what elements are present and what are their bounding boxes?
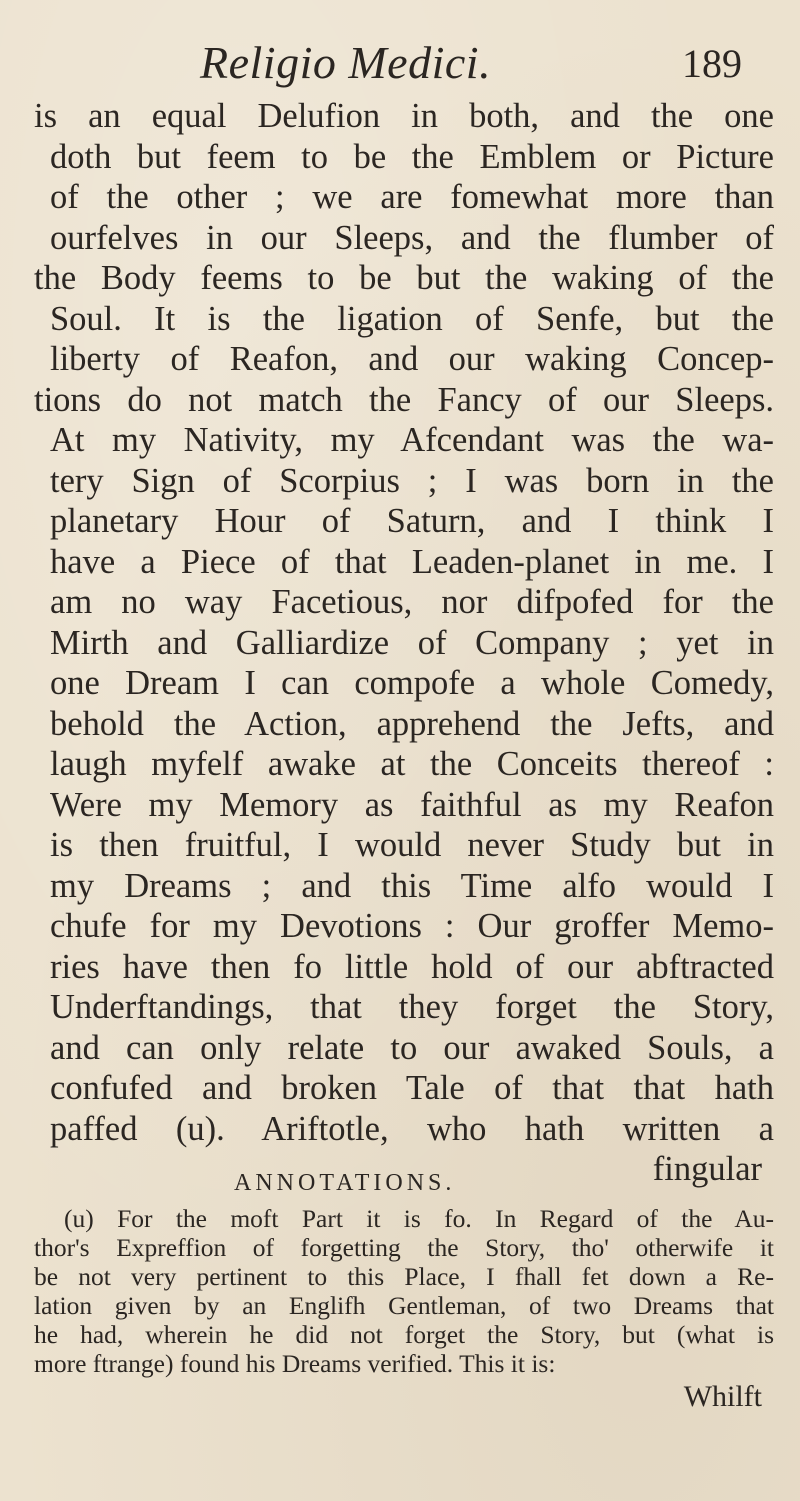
text-line: ries have then fo little hold of our abftracted — [50, 947, 774, 986]
annotation-line: (u) For the moft Part it is fo. In Regard of the Au- — [64, 1204, 774, 1233]
text-line: confufed and broken Tale of that that hath — [50, 1069, 774, 1107]
catchword: Whilft — [683, 1380, 762, 1413]
text-line: Mirth and Galliardize of Company ; yet in — [50, 623, 774, 662]
text-line: Underftandings, that they forget the Story, — [50, 988, 774, 1026]
annotations-section — [34, 1168, 774, 1414]
page-number: 189 — [682, 41, 742, 86]
annotation-line: thor's Expreffion of forgetting the Story, tho' otherwife it — [34, 1233, 774, 1262]
text-line: At my Nativity, my Afcendant was the wa- — [50, 421, 774, 459]
text-line: the Body feems to be but the waking of the — [34, 259, 774, 297]
text-line: tions do not match the Fancy of our Sleeps. — [34, 380, 774, 419]
text-line-last-word: fingular — [652, 1150, 762, 1188]
text-line: doth but feem to be the Emblem or Picture — [50, 137, 774, 176]
text-line: tery Sign of Scorpius ; I was born in the — [50, 461, 774, 500]
text-line: of the other ; we are fomewhat more than — [50, 178, 774, 216]
annotation-line: he had, wherein he did not forget the Story, but (what is — [34, 1320, 774, 1349]
text-line: liberty of Reafon, and our waking Concep- — [50, 340, 774, 378]
text-line: is an equal Delufion in both, and the one — [34, 97, 774, 135]
text-line: am no way Facetious, nor difpofed for the — [50, 583, 774, 621]
text-line: have a Piece of that Leaden-planet in me. I — [50, 542, 774, 581]
annotation-line: be not very pertinent to this Place, I fhall fet down a Re- — [34, 1262, 774, 1291]
text-line: and can only relate to our awaked Souls, a — [50, 1028, 774, 1067]
text-line: planetary Hour of Saturn, and I think I — [50, 502, 774, 540]
main-text — [34, 96, 774, 1190]
text-line: ourfelves in our Sleeps, and the flumber of — [50, 218, 774, 257]
text-line: is then fruitful, I would never Study but in — [50, 826, 774, 864]
running-title: Religio Medici. — [200, 37, 492, 88]
text-line: laugh myfelf awake at the Conceits thereof : — [50, 745, 774, 783]
annotation-line: lation given by an Englifh Gentleman, of two Dreams that — [34, 1291, 774, 1320]
text-line: Soul. It is the ligation of Senfe, but the — [50, 299, 774, 338]
annotations-heading: ANNOTATIONS. — [234, 1170, 456, 1196]
text-line: one Dream I can compofe a whole Comedy, — [50, 664, 774, 702]
text-line: behold the Action, apprehend the Jefts, and — [50, 704, 774, 743]
text-line: Were my Memory as faithful as my Reafon — [50, 785, 774, 824]
text-line: paffed (u). Ariftotle, who hath written a — [50, 1109, 774, 1148]
text-line: chufe for my Devotions : Our groffer Memo- — [50, 907, 774, 945]
annotation-line: more ftrange) found his Dreams verified. This it is: — [34, 1349, 556, 1378]
text-line: my Dreams ; and this Time alfo would I — [50, 866, 774, 905]
